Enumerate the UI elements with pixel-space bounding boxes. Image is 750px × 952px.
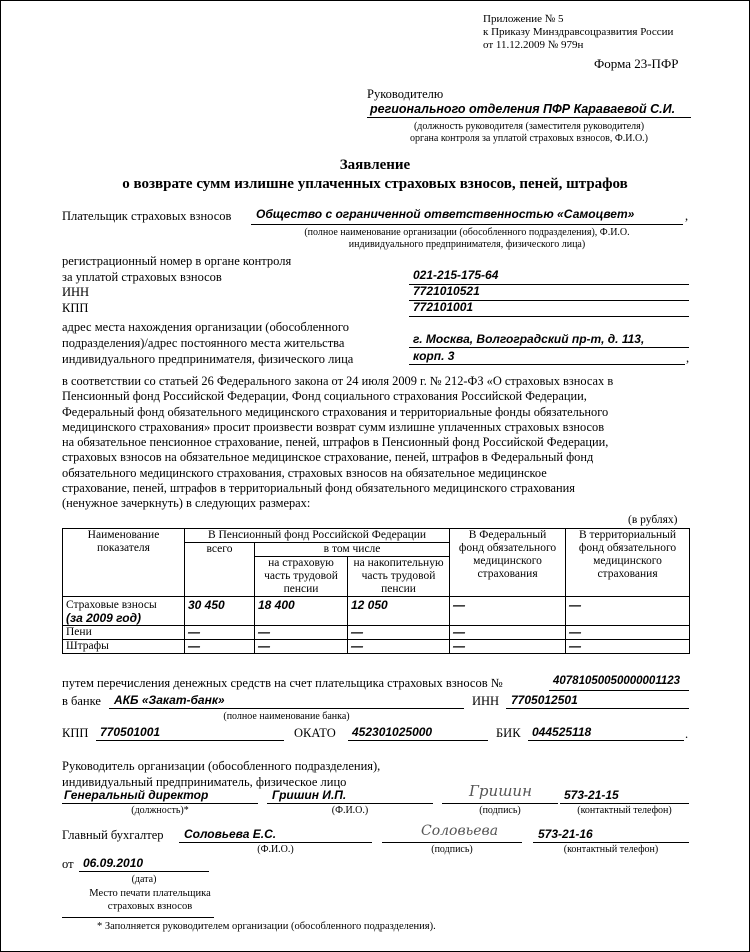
title-line: Заявление <box>339 157 411 173</box>
accountant-signature-caption: (подпись) <box>431 844 473 855</box>
addressee-caption <box>367 121 691 145</box>
bik-label: БИК <box>496 726 521 740</box>
date-underline <box>79 871 209 872</box>
bik-value: 044525118 <box>532 725 592 739</box>
okato-underline <box>348 740 488 741</box>
header-text: на накопительную <box>353 557 444 569</box>
cell-funded: — <box>348 640 450 654</box>
okato-label: ОКАТО <box>294 726 336 740</box>
payer-label: Плательщик страховых взносов <box>62 209 232 223</box>
caption-line: (полное наименование организации (обособленного подразделения), Ф.И.О. <box>304 227 630 238</box>
header-text: страхования <box>477 568 538 580</box>
bik-underline <box>528 740 684 741</box>
header-total: всего <box>185 543 255 597</box>
accountant-phone-value: 573-21-16 <box>538 827 593 841</box>
bank-inn-underline <box>506 708 689 709</box>
row-name: Штрафы <box>63 640 185 654</box>
header-text: фонд обязательного <box>458 542 557 554</box>
stamp-line: Место печати плательщика <box>89 888 211 899</box>
label-line: индивидуальный предприниматель, физическое лицо <box>62 775 347 789</box>
header-text: страхования <box>597 568 658 580</box>
header-text: Наименование <box>87 529 160 541</box>
kpp-underline <box>409 316 689 317</box>
bank-underline <box>109 708 464 709</box>
row-name: Пени <box>63 626 185 640</box>
body-line: Федеральный фонд обязательного медицинского страхования и территориальные фонды обязательного <box>62 404 609 419</box>
head-name-value: Гришин И.П. <box>272 788 347 802</box>
stamp-line: страховых взносов <box>107 901 193 912</box>
label-line: за уплатой страховых взносов <box>62 270 222 284</box>
header-text: медицинского <box>593 555 662 567</box>
footnote: * Заполняется руководителем организации (обособленного подразделения). <box>97 921 436 932</box>
header-text: часть трудовой <box>264 570 338 582</box>
account-label: путем перечисления денежных средств на счет плательщика страховых взносов № <box>62 676 503 690</box>
accountant-phone-underline <box>533 842 689 843</box>
body-paragraph <box>62 374 690 512</box>
date-value: 06.09.2010 <box>83 856 144 870</box>
body-line: Пенсионный фонд Российской Федерации, Фонд социального страхования Российской Федерации, <box>62 389 587 404</box>
accountant-name-value: Соловьева Е.С. <box>184 827 277 841</box>
addressee-label: Руководителю <box>367 87 444 101</box>
header-text: медицинского <box>473 555 542 567</box>
appendix-note <box>483 13 673 52</box>
header-funded <box>348 557 450 597</box>
head-name-caption: (Ф.И.О.) <box>331 805 369 816</box>
appendix-line: от 11.12.2009 № 979н <box>483 39 584 51</box>
header-text: на страховую <box>268 557 334 569</box>
label-line: подразделения)/адрес постоянного места жительства <box>62 336 345 350</box>
cell-tfoms: — <box>566 597 690 626</box>
bik-period: . <box>685 727 689 741</box>
table-row <box>63 640 690 654</box>
stamp-place <box>62 887 238 913</box>
header-text: В территориальный <box>578 529 677 541</box>
header-pfr: В Пенсионный фонд Российской Федерации <box>185 529 450 543</box>
bank-label: в банке <box>62 694 101 708</box>
inn-value: 7721010521 <box>413 284 480 298</box>
header-text: часть трудовой <box>361 570 436 582</box>
payer-value: Общество с ограниченной ответственностью «Самоцвет» <box>256 207 635 221</box>
accountant-signature-underline <box>382 842 522 843</box>
payer-underline <box>251 224 683 225</box>
body-line: медицинского страхования» просит произвести возврат сумм излишне уплаченных страховых взносов <box>62 419 605 434</box>
head-signature-caption: (подпись) <box>479 805 521 816</box>
cell-insurance: 18 400 <box>255 597 348 626</box>
header-tfoms <box>566 529 690 597</box>
footnote-rule <box>62 917 214 918</box>
table-row <box>63 626 690 640</box>
row-name <box>63 597 185 626</box>
accountant-label: Главный бухгалтер <box>62 828 164 842</box>
head-phone-underline <box>560 803 689 804</box>
head-label <box>62 758 380 790</box>
reg-number-label <box>62 253 291 285</box>
bank-caption: (полное наименование банка) <box>223 711 350 722</box>
payer-caption <box>251 227 683 251</box>
bank-inn-value: 7705012501 <box>511 693 578 707</box>
header-text: показателя <box>97 542 150 554</box>
head-position-value: Генеральный директор <box>64 788 209 802</box>
payer-comma: , <box>685 209 689 223</box>
accountant-name-underline <box>179 842 372 843</box>
body-line: в соответствии со статьей 26 Федерального закона от 24 июля 2009 г. № 212-ФЗ «О страховых взносах в <box>62 374 614 388</box>
date-caption: (дата) <box>131 874 157 885</box>
table-row <box>63 597 690 626</box>
cell-total: — <box>185 640 255 654</box>
address-label <box>62 319 353 367</box>
caption-line: индивидуального предпринимателя, физического лица) <box>348 239 586 250</box>
accountant-signature: Соловьева <box>421 823 499 839</box>
addressee-value: регионального отделения ПФР Караваевой С.И. <box>370 102 676 116</box>
body-line: страхование, пеней, штрафов в территориальный фонд обязательного медицинского страхования <box>62 481 576 496</box>
cell-insurance: — <box>255 626 348 640</box>
head-position-underline <box>62 803 258 804</box>
appendix-line: к Приказу Минздравсоцразвития России <box>483 26 674 38</box>
header-text: пенсии <box>381 583 416 595</box>
head-phone-caption: (контактный телефон) <box>577 805 672 816</box>
head-name-underline <box>267 803 433 804</box>
body-line: страховых взносов на обязательное медицинское страхование, пеней, штрафов в Федеральный фонд <box>62 450 594 465</box>
head-phone-value: 573-21-15 <box>564 788 619 802</box>
cell-funded: — <box>348 626 450 640</box>
cell-insurance: — <box>255 640 348 654</box>
cell-ffoms: — <box>450 626 566 640</box>
row-name-text: Страховые взносы <box>66 599 157 611</box>
head-signature: Гришин <box>469 782 532 800</box>
account-value: 40781050050000001123 <box>553 675 681 687</box>
header-ffoms <box>450 529 566 597</box>
caption-line: (должность руководителя (заместителя руководителя) <box>413 121 645 132</box>
accountant-name-caption: (Ф.И.О.) <box>257 844 294 855</box>
reg-number-value: 021-215-175-64 <box>413 268 499 282</box>
body-line: (ненужное зачеркнуть) в следующих размерах: <box>62 496 311 511</box>
bank-value: АКБ «Закат-банк» <box>114 693 225 707</box>
label-line: индивидуального предпринимателя, физического лица <box>62 352 354 366</box>
cell-total: 30 450 <box>185 597 255 626</box>
form-name: Форма 23-ПФР <box>594 56 679 71</box>
head-position-caption: (должность)* <box>131 805 189 816</box>
label-line: адрес места нахождения организации (обособленного <box>62 320 349 334</box>
table-units: (в рублях) <box>628 514 678 526</box>
account-underline <box>549 690 689 691</box>
bank-kpp-underline <box>96 740 284 741</box>
head-signature-underline <box>442 803 558 804</box>
cell-tfoms: — <box>566 640 690 654</box>
cell-ffoms: — <box>450 640 566 654</box>
cell-ffoms: — <box>450 597 566 626</box>
address-comma: , <box>686 351 690 365</box>
address-underline-2 <box>409 364 685 365</box>
body-line: на обязательное пенсионное страхование, пеней, штрафов в Пенсионный фонд Российской Федерации, <box>62 435 609 450</box>
cell-tfoms: — <box>566 626 690 640</box>
address-value-line2: корп. 3 <box>413 349 455 363</box>
caption-line: органа контроля за уплатой страховых взносов, Ф.И.О.) <box>409 133 649 144</box>
label-line: Руководитель организации (обособленного подразделения), <box>62 759 381 773</box>
body-line: обязательного медицинского страхования, страховых взносов на обязательное медицинское <box>62 465 547 480</box>
label-line: регистрационный номер в органе контроля <box>62 254 292 268</box>
header-text: пенсии <box>283 583 319 595</box>
inn-label: ИНН <box>62 285 90 299</box>
cell-total: — <box>185 626 255 640</box>
cell-funded: 12 050 <box>348 597 450 626</box>
address-underline-1 <box>409 347 689 348</box>
addressee-underline <box>367 117 691 118</box>
header-including: в том числе <box>255 543 450 557</box>
accountant-phone-caption: (контактный телефон) <box>563 844 659 855</box>
bank-inn-label: ИНН <box>472 694 500 708</box>
okato-value: 452301025000 <box>352 725 433 739</box>
table-header-row <box>63 529 690 543</box>
header-text: В Федеральный <box>468 529 547 541</box>
address-value-line1: г. Москва, Волгоградский пр-т, д. 113, <box>413 332 645 346</box>
bank-kpp-label: КПП <box>62 726 89 740</box>
amounts-table <box>62 528 690 654</box>
date-label: от <box>62 857 74 871</box>
title-line: о возврате сумм излишне уплаченных страховых взносов, пеней, штрафов <box>122 176 628 192</box>
bank-kpp-value: 770501001 <box>100 725 161 739</box>
appendix-line: Приложение № 5 <box>483 13 564 25</box>
kpp-label: КПП <box>62 301 89 315</box>
header-text: фонд обязательного <box>578 542 677 554</box>
row-name-extra: (за 2009 год) <box>66 611 142 625</box>
header-name <box>63 529 185 597</box>
header-insurance <box>255 557 348 597</box>
document-title <box>1 156 749 194</box>
kpp-value: 772101001 <box>413 300 474 314</box>
